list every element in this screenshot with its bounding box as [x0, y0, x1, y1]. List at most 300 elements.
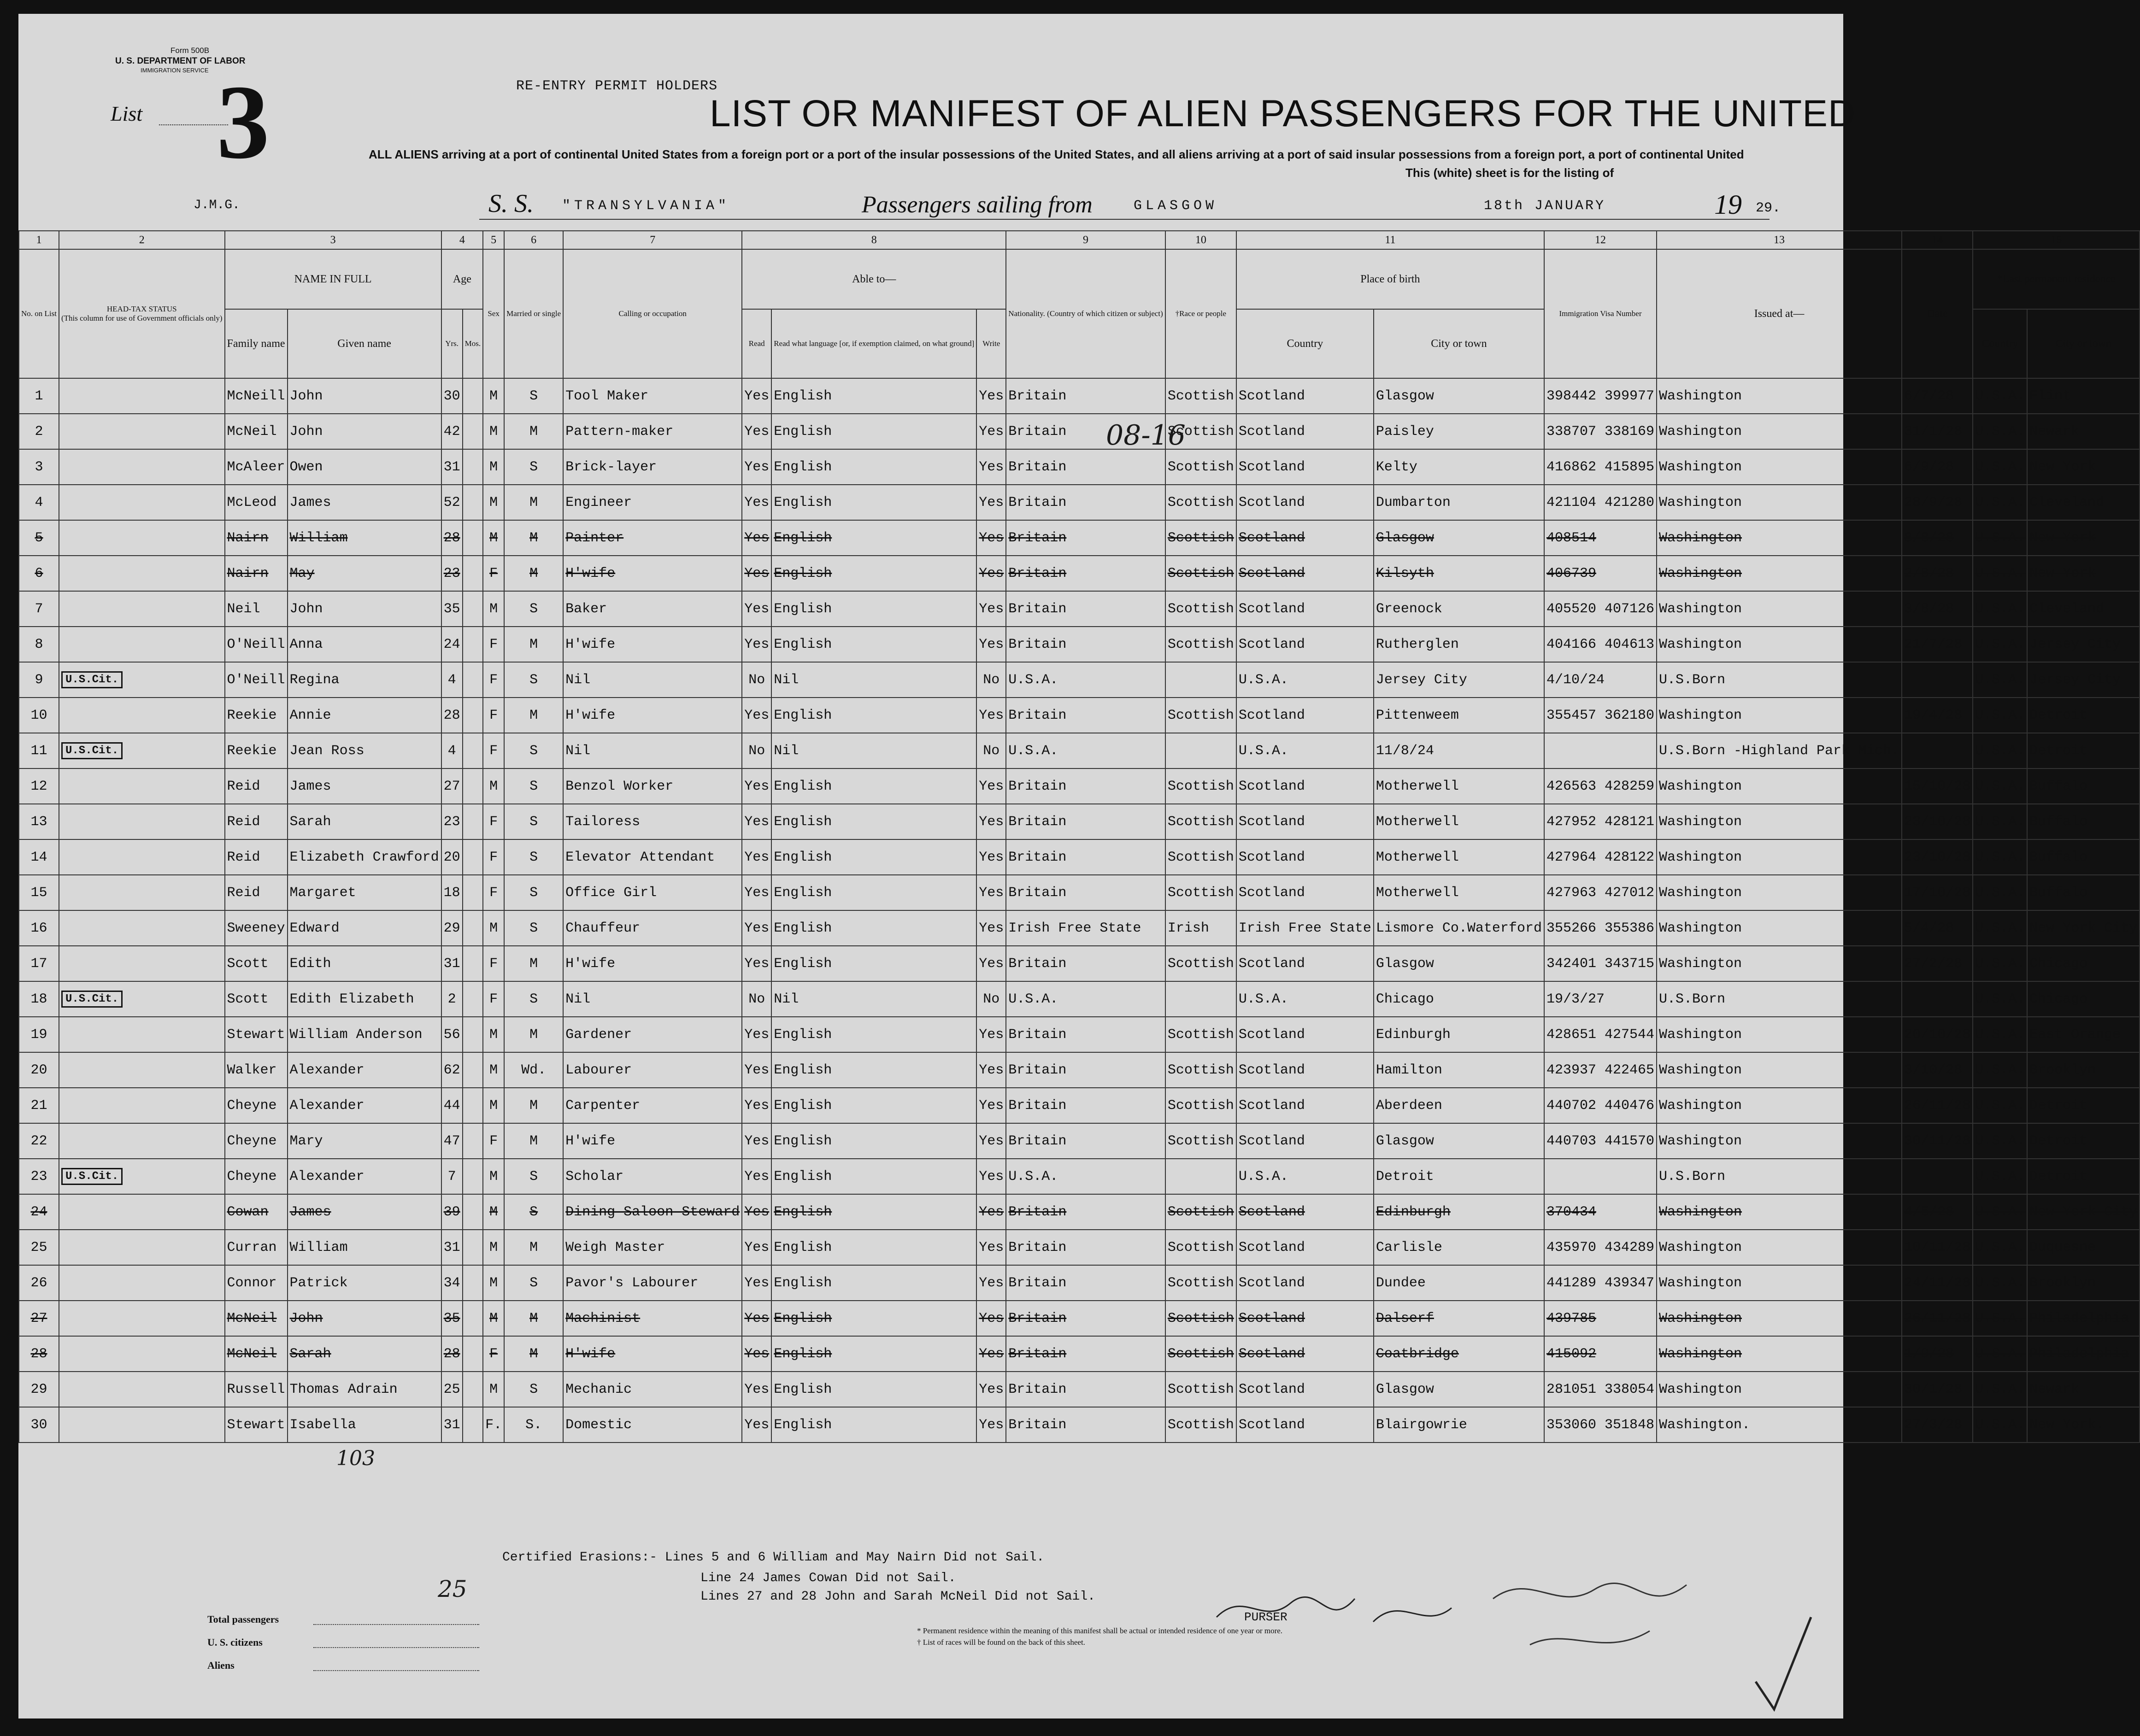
cell-no: 16	[19, 910, 59, 946]
cell-rc: U.S.A.	[1973, 378, 2027, 414]
cell-mos	[463, 946, 483, 981]
cell-no: 1	[19, 378, 59, 414]
cell-mos	[463, 627, 483, 662]
cell-bc: Scotland	[1236, 1194, 1374, 1230]
cell-read: Yes	[742, 839, 771, 875]
cell-nat: Britain	[1006, 414, 1165, 449]
cell-ms: S	[504, 733, 563, 768]
cell-rc: U.S.A.	[1973, 1336, 2027, 1372]
cell-bc: Scotland	[1236, 556, 1374, 591]
cell-tax	[59, 520, 225, 556]
cell-write: Yes	[976, 378, 1006, 414]
cell-iss: Washington	[1657, 591, 1902, 627]
cell-read: Yes	[742, 414, 771, 449]
cell-nat: Britain	[1006, 875, 1165, 910]
cell-tax	[59, 627, 225, 662]
cell-dt: 30/1/28	[1902, 1372, 1973, 1407]
cell-ms: M	[504, 698, 563, 733]
cell-dt: 26/11/28	[1902, 1301, 1973, 1336]
cell-tax	[59, 1301, 225, 1336]
cell-bc: U.S.A.	[1236, 662, 1374, 698]
cell-iss: Washington	[1657, 1052, 1902, 1088]
cell-iss: Washington	[1657, 698, 1902, 733]
cell-sex: M	[483, 910, 504, 946]
cell-yrs: 44	[441, 1088, 463, 1123]
cell-sex: M	[483, 1159, 504, 1194]
cell-visa: 427964 428122	[1544, 839, 1657, 875]
cell-visa: 428651 427544	[1544, 1017, 1657, 1052]
cell-iss: Washington	[1657, 1230, 1902, 1265]
cell-visa: 355457 362180	[1544, 698, 1657, 733]
footnote-races: † List of races will be found on the back of this sheet.	[917, 1638, 1085, 1647]
cell-fam: Nairn	[225, 520, 288, 556]
cell-rcity: New York	[2027, 520, 2140, 556]
th-age: Age	[441, 249, 483, 309]
cell-nat: Britain	[1006, 839, 1165, 875]
cell-mos	[463, 733, 483, 768]
cell-read: Yes	[742, 1017, 771, 1052]
cell-tax	[59, 1230, 225, 1265]
cell-mos	[463, 520, 483, 556]
cell-yrs: 28	[441, 698, 463, 733]
cell-fam: Walker	[225, 1052, 288, 1088]
cell-no: 27	[19, 1301, 59, 1336]
cell-lang: English	[771, 875, 976, 910]
cell-occ: H'wife	[563, 1336, 742, 1372]
cell-ms: S	[504, 378, 563, 414]
cell-yrs: 31	[441, 1407, 463, 1443]
cell-rcity: Newark	[2027, 414, 2140, 449]
cell-giv: Edith	[288, 946, 441, 981]
th-res-country: Country	[1973, 309, 2027, 378]
cell-write: Yes	[976, 946, 1006, 981]
cell-no: 12	[19, 768, 59, 804]
cell-lang: English	[771, 591, 976, 627]
cell-ms: Wd.	[504, 1052, 563, 1088]
cell-occ: Nil	[563, 662, 742, 698]
cell-dt: 19/4/28	[1902, 698, 1973, 733]
cell-bcity: Paisley	[1374, 414, 1544, 449]
cell-ms: S	[504, 449, 563, 485]
cell-mos	[463, 981, 483, 1017]
manifest-sheet	[18, 14, 2138, 1718]
cell-race: Scottish	[1165, 556, 1236, 591]
cell-ms: S	[504, 875, 563, 910]
cell-occ: Brick-layer	[563, 449, 742, 485]
cell-occ: Scholar	[563, 1159, 742, 1194]
cell-tax	[59, 698, 225, 733]
cell-rcity: New York City	[2027, 910, 2140, 946]
cell-fam: Sweeney	[225, 910, 288, 946]
cell-no: 23	[19, 1159, 59, 1194]
col-num: 10	[1165, 231, 1236, 249]
cell-tax	[59, 1017, 225, 1052]
cell-fam: McNeill	[225, 378, 288, 414]
cell-bc: Scotland	[1236, 449, 1374, 485]
cell-nat: Britain	[1006, 698, 1165, 733]
cell-read: No	[742, 981, 771, 1017]
cell-ms: M	[504, 627, 563, 662]
col-num: 14	[1902, 231, 1973, 249]
cell-tax	[59, 1052, 225, 1088]
cell-nat: Britain	[1006, 449, 1165, 485]
cell-tax	[59, 1265, 225, 1301]
year-suffix: 29.	[1756, 200, 1781, 216]
col-num: 1	[19, 231, 59, 249]
cell-race: Scottish	[1165, 1123, 1236, 1159]
cell-bcity: Aberdeen	[1374, 1088, 1544, 1123]
reentry-stamp: RE-ENTRY PERMIT HOLDERS	[516, 78, 718, 94]
passenger-rows	[19, 378, 2140, 1443]
cell-ms: M	[504, 485, 563, 520]
cell-mos	[463, 556, 483, 591]
cell-ms: M	[504, 1123, 563, 1159]
cell-bcity: Blairgowrie	[1374, 1407, 1544, 1443]
cell-sex: F.	[483, 1407, 504, 1443]
cell-bcity: Edinburgh	[1374, 1194, 1544, 1230]
cell-no: 17	[19, 946, 59, 981]
col-num: 4	[441, 231, 483, 249]
cell-iss: Washington	[1657, 1088, 1902, 1123]
cell-visa: 404166 404613	[1544, 627, 1657, 662]
cell-rc: U.S.A.	[1973, 1407, 2027, 1443]
aliens-line	[313, 1670, 479, 1671]
cell-write: Yes	[976, 1372, 1006, 1407]
cell-nat: Irish Free State	[1006, 910, 1165, 946]
cell-rc: U.S.A.	[1973, 910, 2027, 946]
table-row	[19, 1372, 2140, 1407]
cell-iss: Washington.	[1657, 1407, 1902, 1443]
col-num: 11	[1236, 231, 1544, 249]
cell-race	[1165, 733, 1236, 768]
cell-rcity: Jersey City	[2027, 662, 2140, 698]
cell-visa: 353060 351848	[1544, 1407, 1657, 1443]
cell-occ: Pavor's Labourer	[563, 1265, 742, 1301]
cell-sex: M	[483, 1372, 504, 1407]
cell-bcity: Motherwell	[1374, 804, 1544, 839]
cell-rc: U.S.A.	[1973, 1265, 2027, 1301]
cell-dt: 6/7/28	[1902, 378, 1973, 414]
cell-ms: M	[504, 1301, 563, 1336]
cell-giv: Edward	[288, 910, 441, 946]
cell-rcity: Detroit	[2027, 1088, 2140, 1123]
cell-read: Yes	[742, 1407, 771, 1443]
cell-nat: Britain	[1006, 1372, 1165, 1407]
cell-giv: Patrick	[288, 1265, 441, 1301]
cell-race: Scottish	[1165, 1372, 1236, 1407]
cell-no: 28	[19, 1336, 59, 1372]
cell-tax	[59, 910, 225, 946]
cell-fam: Scott	[225, 981, 288, 1017]
cell-ms: S	[504, 1159, 563, 1194]
th-read: Read	[742, 309, 771, 378]
cell-occ: Nil	[563, 733, 742, 768]
head-tax-label: HEAD-TAX STATUS	[106, 305, 177, 314]
cell-giv: James	[288, 768, 441, 804]
cell-sex: M	[483, 768, 504, 804]
cell-race: Scottish	[1165, 485, 1236, 520]
cell-giv: William Anderson	[288, 1017, 441, 1052]
col-num: 5	[483, 231, 504, 249]
cell-rcity: Detroit	[2027, 733, 2140, 768]
cell-read: Yes	[742, 1159, 771, 1194]
cell-bc: Scotland	[1236, 698, 1374, 733]
cell-fam: O'Neill	[225, 627, 288, 662]
cell-dt	[1902, 1159, 1973, 1194]
cell-mos	[463, 1230, 483, 1265]
cell-write: Yes	[976, 875, 1006, 910]
cell-nat: Britain	[1006, 1194, 1165, 1230]
list-label: List	[111, 102, 143, 125]
cell-giv: Jean Ross	[288, 733, 441, 768]
cell-nat: Britain	[1006, 1407, 1165, 1443]
cell-fam: Cowan	[225, 1194, 288, 1230]
th-write: Write	[976, 309, 1006, 378]
th-given-name: Given name	[288, 309, 441, 378]
cell-yrs: 62	[441, 1052, 463, 1088]
cell-bcity: Glasgow	[1374, 1123, 1544, 1159]
cell-mos	[463, 1052, 483, 1088]
cell-tax	[59, 875, 225, 910]
cell-dt: 10/11/28	[1902, 1230, 1973, 1265]
cell-dt: 27/3/28	[1902, 1407, 1973, 1443]
cell-bc: Scotland	[1236, 804, 1374, 839]
cell-lang: English	[771, 627, 976, 662]
cell-no: 22	[19, 1123, 59, 1159]
cell-race: Scottish	[1165, 698, 1236, 733]
cell-ms: S.	[504, 1407, 563, 1443]
cell-fam: McNeil	[225, 1301, 288, 1336]
cell-lang: English	[771, 1017, 976, 1052]
cell-bcity: Motherwell	[1374, 875, 1544, 910]
cell-read: Yes	[742, 556, 771, 591]
cell-visa: 416862 415895	[1544, 449, 1657, 485]
cell-bc: Scotland	[1236, 1230, 1374, 1265]
cell-bc: Irish Free State	[1236, 910, 1374, 946]
cell-nat: Britain	[1006, 768, 1165, 804]
cell-occ: H'wife	[563, 946, 742, 981]
cell-nat: U.S.A.	[1006, 1159, 1165, 1194]
table-row	[19, 910, 2140, 946]
cell-read: No	[742, 733, 771, 768]
cell-fam: Russell	[225, 1372, 288, 1407]
cell-fam: O'Neill	[225, 662, 288, 698]
cell-write: No	[976, 662, 1006, 698]
cell-no: 24	[19, 1194, 59, 1230]
cell-bcity: Dalserf	[1374, 1301, 1544, 1336]
departure-port: GLASGOW	[1134, 198, 1218, 214]
total-passengers-label: Total passengers	[207, 1613, 279, 1625]
cell-rcity: New York City	[2027, 1194, 2140, 1230]
cell-lang: Nil	[771, 733, 976, 768]
cell-rcity: East Orange	[2027, 1017, 2140, 1052]
cell-read: Yes	[742, 520, 771, 556]
cell-read: Yes	[742, 591, 771, 627]
cell-nat: Britain	[1006, 1265, 1165, 1301]
cell-bc: Scotland	[1236, 1336, 1374, 1372]
cell-rc: U.S.A.	[1973, 768, 2027, 804]
cell-dt: 3/10/28	[1902, 1052, 1973, 1088]
cell-visa: 423937 422465	[1544, 1052, 1657, 1088]
cell-no: 15	[19, 875, 59, 910]
col-num: 6	[504, 231, 563, 249]
cell-dt: 8/8/28	[1902, 520, 1973, 556]
cell-no: 11	[19, 733, 59, 768]
cell-occ: Labourer	[563, 1052, 742, 1088]
cell-occ: Nil	[563, 981, 742, 1017]
cell-ms: S	[504, 1372, 563, 1407]
clerk-initials: J.M.G.	[194, 198, 240, 212]
aliens-label: Aliens	[207, 1660, 235, 1671]
cell-bc: U.S.A.	[1236, 981, 1374, 1017]
cell-lang: English	[771, 1230, 976, 1265]
cell-lang: English	[771, 556, 976, 591]
col-num: 2	[59, 231, 225, 249]
cell-mos	[463, 449, 483, 485]
cell-rcity: Detroit	[2027, 1123, 2140, 1159]
cell-dt: 15/10/28	[1902, 768, 1973, 804]
cell-rc: U.S.A.	[1973, 1123, 2027, 1159]
cell-occ: Baker	[563, 591, 742, 627]
cell-nat: Britain	[1006, 556, 1165, 591]
cell-rc: U.S.A.	[1973, 698, 2027, 733]
cell-dt: 17/10/28	[1902, 875, 1973, 910]
cell-fam: Reid	[225, 804, 288, 839]
cell-yrs: 56	[441, 1017, 463, 1052]
cell-fam: Reid	[225, 839, 288, 875]
cell-yrs: 27	[441, 768, 463, 804]
cell-mos	[463, 414, 483, 449]
cell-write: Yes	[976, 1088, 1006, 1123]
cell-write: Yes	[976, 910, 1006, 946]
cell-no: 7	[19, 591, 59, 627]
cell-fam: Neil	[225, 591, 288, 627]
cell-lang: English	[771, 698, 976, 733]
cell-bcity: Pittenweem	[1374, 698, 1544, 733]
cell-rc: U.S.A.	[1973, 1230, 2027, 1265]
manifest-table-area	[18, 230, 2138, 1718]
cell-mos	[463, 839, 483, 875]
cell-occ: Benzol Worker	[563, 768, 742, 804]
form-number: Form 500B	[170, 46, 210, 55]
cell-giv: Annie	[288, 698, 441, 733]
col-num: 15	[1973, 231, 2140, 249]
cell-sex: M	[483, 591, 504, 627]
cell-lang: English	[771, 1052, 976, 1088]
us-cit-stamp: U.S.Cit.	[61, 742, 123, 759]
cell-tax	[59, 733, 225, 768]
cell-dt: 23/10/28	[1902, 839, 1973, 875]
cell-rcity: Chicago	[2027, 981, 2140, 1017]
header-row-1	[19, 249, 2140, 309]
cell-lang: English	[771, 449, 976, 485]
cell-fam: Curran	[225, 1230, 288, 1265]
cell-bc: Scotland	[1236, 591, 1374, 627]
cell-dt: 31/1/28	[1902, 414, 1973, 449]
cell-rcity: Jersey City	[2027, 627, 2140, 662]
cell-lang: English	[771, 485, 976, 520]
cell-yrs: 2	[441, 981, 463, 1017]
cell-visa: 342401 343715	[1544, 946, 1657, 981]
cell-read: Yes	[742, 1123, 771, 1159]
table-row	[19, 839, 2140, 875]
cell-mos	[463, 591, 483, 627]
cell-yrs: 31	[441, 449, 463, 485]
cell-mos	[463, 485, 483, 520]
cell-iss: Washington	[1657, 1123, 1902, 1159]
line24-note: Line 24 James Cowan Did not Sail.	[700, 1571, 956, 1585]
cell-tax	[59, 591, 225, 627]
cell-nat: Britain	[1006, 1336, 1165, 1372]
cell-visa	[1544, 733, 1657, 768]
cell-lang: English	[771, 520, 976, 556]
cell-ms: M	[504, 1017, 563, 1052]
cell-rc: U.S.A.	[1973, 875, 2027, 910]
cell-sex: M	[483, 1088, 504, 1123]
cell-visa: 405520 407126	[1544, 591, 1657, 627]
cell-visa: 421104 421280	[1544, 485, 1657, 520]
cell-ms: S	[504, 591, 563, 627]
header-rule	[479, 219, 1770, 220]
cell-bcity: Kelty	[1374, 449, 1544, 485]
cell-bcity: Dundee	[1374, 1265, 1544, 1301]
cell-iss: U.S.Born	[1657, 662, 1902, 698]
cell-visa: 406739	[1544, 556, 1657, 591]
cell-rcity: Buffalo	[2027, 875, 2140, 910]
manifest-title: LIST OR MANIFEST OF ALIEN PASSENGERS FOR THE UNITED	[710, 93, 1856, 135]
cell-no: 2	[19, 414, 59, 449]
cell-fam: Stewart	[225, 1017, 288, 1052]
cell-fam: McNeil	[225, 414, 288, 449]
cell-write: Yes	[976, 1123, 1006, 1159]
cell-giv: Regina	[288, 662, 441, 698]
cell-dt: 28/9/28	[1902, 485, 1973, 520]
cell-no: 18	[19, 981, 59, 1017]
cell-read: Yes	[742, 1372, 771, 1407]
cell-nat: Britain	[1006, 1088, 1165, 1123]
cell-bc: Scotland	[1236, 520, 1374, 556]
cell-read: Yes	[742, 627, 771, 662]
table-row	[19, 1159, 2140, 1194]
ship-prefix: S. S.	[488, 189, 534, 218]
cell-rcity: Duquesne	[2027, 1230, 2140, 1265]
cell-giv: John	[288, 591, 441, 627]
cell-sex: F	[483, 1123, 504, 1159]
cell-giv: James	[288, 485, 441, 520]
col-num: 9	[1006, 231, 1165, 249]
cell-lang: English	[771, 839, 976, 875]
cell-race: Scottish	[1165, 414, 1236, 449]
cell-lang: English	[771, 1265, 976, 1301]
cell-rc: U.S.A.	[1973, 1088, 2027, 1123]
cell-yrs: 4	[441, 733, 463, 768]
cell-sex: M	[483, 378, 504, 414]
us-cit-stamp: U.S.Cit.	[61, 991, 123, 1008]
cell-ms: M	[504, 1088, 563, 1123]
cell-occ: Pattern-maker	[563, 414, 742, 449]
cell-iss: Washington	[1657, 768, 1902, 804]
cell-read: Yes	[742, 1052, 771, 1088]
th-no-on-list: No. on List	[19, 249, 59, 378]
cell-race: Scottish	[1165, 839, 1236, 875]
cell-write: Yes	[976, 1407, 1006, 1443]
cell-nat: U.S.A.	[1006, 662, 1165, 698]
cell-bc: Scotland	[1236, 1407, 1374, 1443]
cell-visa	[1544, 1159, 1657, 1194]
cell-tax	[59, 839, 225, 875]
cell-mos	[463, 1123, 483, 1159]
cell-write: No	[976, 733, 1006, 768]
